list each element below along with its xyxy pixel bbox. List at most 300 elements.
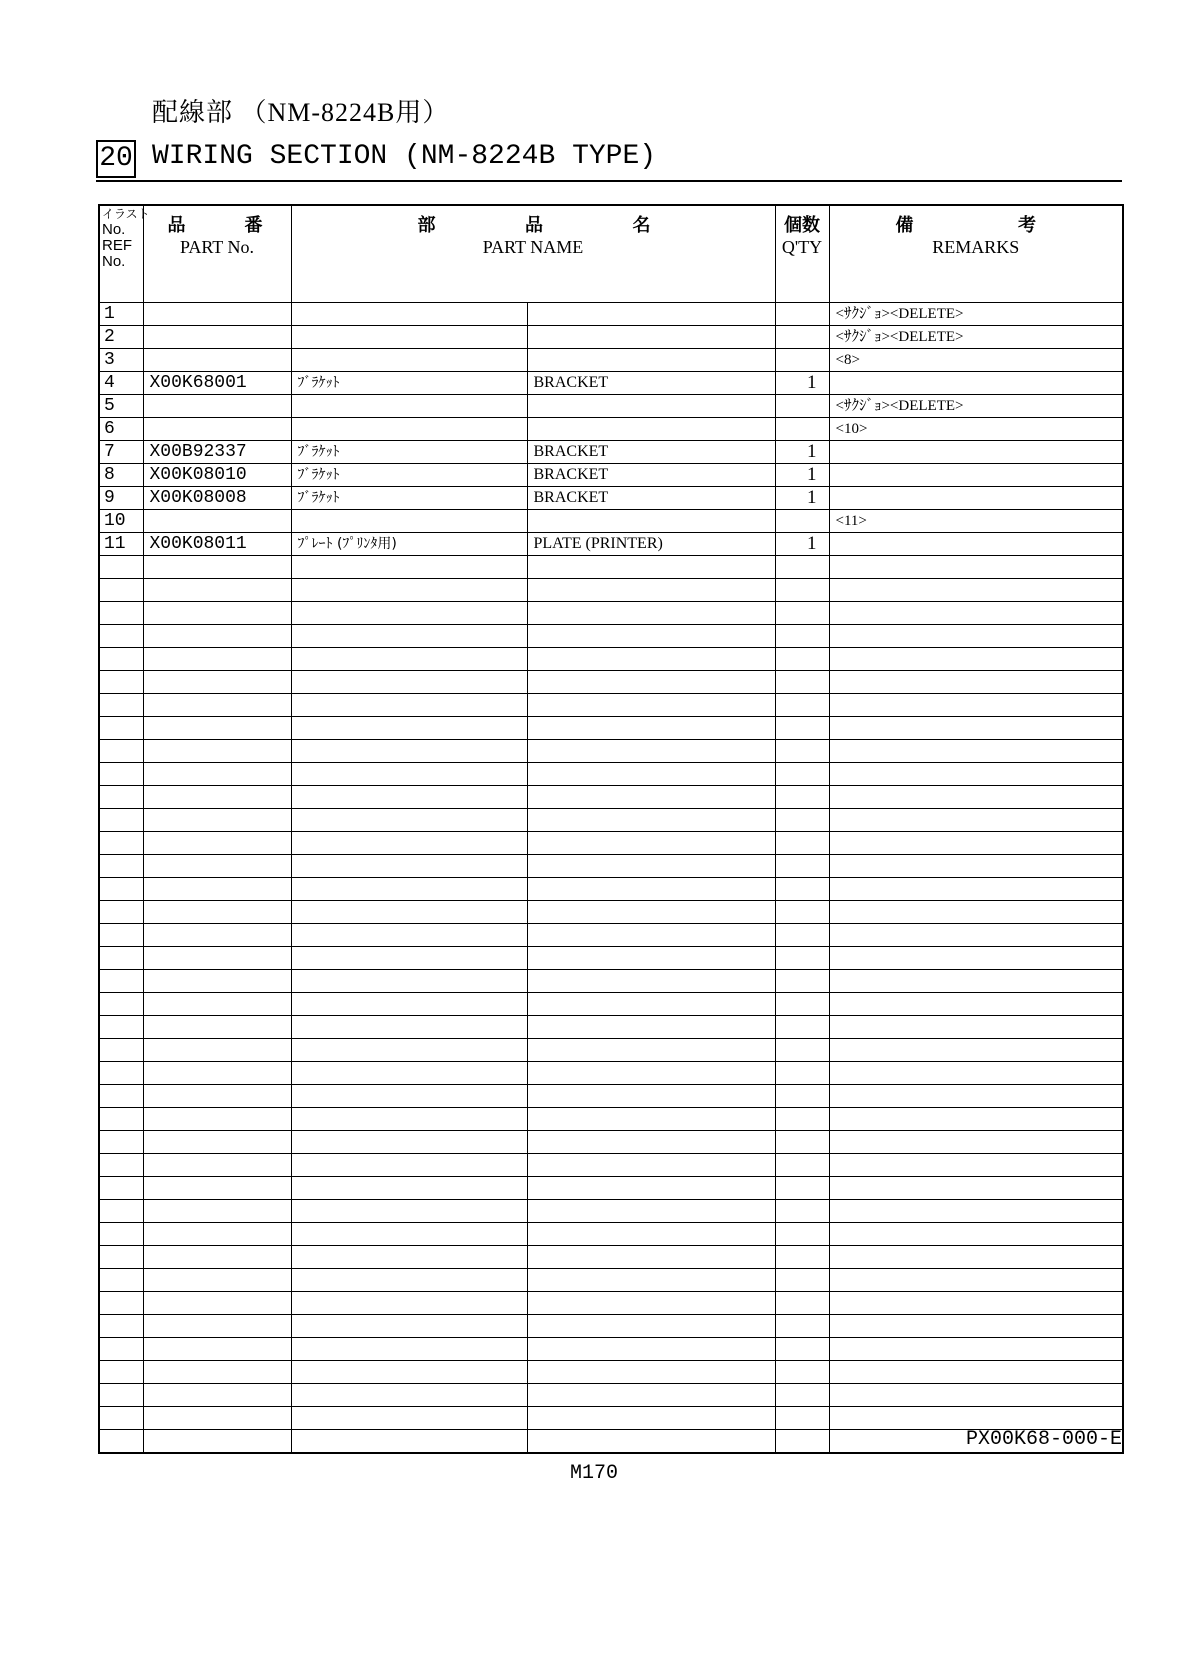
- part-name-en-cell: [527, 1384, 775, 1407]
- part-name-jp-cell: [291, 1384, 527, 1407]
- part-name-jp-cell: [291, 740, 527, 763]
- ref-cell: [99, 1016, 143, 1039]
- part-name-en-cell: [527, 878, 775, 901]
- header-qty: 個数 Q'TY: [775, 205, 829, 303]
- table-row: [99, 372, 1123, 395]
- table-header-row: [99, 205, 1123, 303]
- part-name-jp-cell: [291, 1361, 527, 1384]
- remarks-cell: [829, 1085, 1123, 1108]
- part-name-jp-cell: [291, 809, 527, 832]
- part-name-en-cell: [527, 924, 775, 947]
- part-no-cell: X00K08008: [143, 487, 291, 510]
- ref-cell: 1: [99, 303, 143, 326]
- remarks-cell: <ｻｸｼﾞｮ><DELETE>: [829, 326, 1123, 349]
- ref-cell: 4: [99, 372, 143, 395]
- part-name-en-cell: [527, 1269, 775, 1292]
- part-name-jp-cell: [291, 763, 527, 786]
- ref-cell: [99, 878, 143, 901]
- remarks-cell: <10>: [829, 418, 1123, 441]
- part-name-jp-cell: [291, 556, 527, 579]
- part-name-en-cell: [527, 510, 775, 533]
- part-name-en-cell: [527, 993, 775, 1016]
- qty-cell: 1: [775, 533, 829, 556]
- remarks-cell: [829, 1131, 1123, 1154]
- table-row: [99, 533, 1123, 556]
- part-name-en-cell: [527, 602, 775, 625]
- qty-cell: [775, 1108, 829, 1131]
- qty-cell: [775, 1200, 829, 1223]
- qty-cell: [775, 947, 829, 970]
- qty-cell: [775, 625, 829, 648]
- part-no-cell: [143, 1430, 291, 1454]
- table-row: [99, 556, 1123, 579]
- part-name-jp-cell: ﾌﾟﾚｰﾄ (ﾌﾟﾘﾝﾀ用): [291, 533, 527, 556]
- part-name-jp-cell: ﾌﾞﾗｹｯﾄ: [291, 372, 527, 395]
- part-name-en-cell: [527, 579, 775, 602]
- part-name-en-cell: [527, 648, 775, 671]
- table-row: [99, 740, 1123, 763]
- table-row: [99, 1292, 1123, 1315]
- part-name-jp-cell: [291, 970, 527, 993]
- table-row: [99, 510, 1123, 533]
- part-name-en-cell: [527, 1154, 775, 1177]
- ref-cell: [99, 1085, 143, 1108]
- remarks-cell: <ｻｸｼﾞｮ><DELETE>: [829, 395, 1123, 418]
- qty-cell: [775, 602, 829, 625]
- section-number-box: 20: [96, 140, 136, 178]
- table-row: [99, 1177, 1123, 1200]
- remarks-cell: [829, 556, 1123, 579]
- part-name-jp-cell: [291, 326, 527, 349]
- part-no-cell: [143, 694, 291, 717]
- document-code: PX00K68-000-E: [965, 1428, 1122, 1451]
- ref-cell: [99, 556, 143, 579]
- part-name-jp-cell: [291, 1269, 527, 1292]
- part-no-cell: [143, 786, 291, 809]
- part-name-en-cell: [527, 1039, 775, 1062]
- ref-cell: 8: [99, 464, 143, 487]
- table-row: [99, 1131, 1123, 1154]
- ref-cell: [99, 832, 143, 855]
- qty-cell: [775, 1154, 829, 1177]
- table-row: [99, 487, 1123, 510]
- qty-cell: [775, 1338, 829, 1361]
- part-name-en-cell: [527, 740, 775, 763]
- part-name-en-cell: [527, 1108, 775, 1131]
- qty-cell: [775, 349, 829, 372]
- ref-cell: [99, 1269, 143, 1292]
- remarks-cell: [829, 1338, 1123, 1361]
- part-name-jp-cell: [291, 878, 527, 901]
- qty-cell: [775, 786, 829, 809]
- table-row: [99, 579, 1123, 602]
- part-no-cell: [143, 740, 291, 763]
- remarks-cell: [829, 763, 1123, 786]
- ref-cell: [99, 1292, 143, 1315]
- part-no-cell: [143, 602, 291, 625]
- ref-cell: 10: [99, 510, 143, 533]
- part-no-cell: [143, 970, 291, 993]
- table-row: [99, 1384, 1123, 1407]
- qty-cell: [775, 993, 829, 1016]
- part-name-jp-cell: [291, 901, 527, 924]
- ref-cell: [99, 947, 143, 970]
- qty-cell: [775, 1384, 829, 1407]
- part-name-en-cell: [527, 395, 775, 418]
- table-row: [99, 901, 1123, 924]
- part-name-en-cell: [527, 855, 775, 878]
- part-name-jp-cell: [291, 832, 527, 855]
- qty-cell: [775, 832, 829, 855]
- table-row: [99, 924, 1123, 947]
- remarks-cell: [829, 648, 1123, 671]
- remarks-cell: [829, 1269, 1123, 1292]
- part-no-cell: [143, 717, 291, 740]
- part-no-cell: [143, 1085, 291, 1108]
- ref-cell: [99, 924, 143, 947]
- remarks-cell: [829, 832, 1123, 855]
- part-name-jp-cell: [291, 786, 527, 809]
- qty-cell: [775, 970, 829, 993]
- ref-cell: [99, 740, 143, 763]
- part-name-en-cell: [527, 1292, 775, 1315]
- part-name-en-cell: BRACKET: [527, 464, 775, 487]
- part-name-en-cell: BRACKET: [527, 487, 775, 510]
- table-row: [99, 1108, 1123, 1131]
- remarks-cell: [829, 740, 1123, 763]
- part-no-cell: [143, 510, 291, 533]
- qty-cell: [775, 1131, 829, 1154]
- qty-cell: [775, 924, 829, 947]
- remarks-cell: [829, 372, 1123, 395]
- ref-cell: [99, 1108, 143, 1131]
- remarks-cell: [829, 717, 1123, 740]
- part-name-en-cell: [527, 1085, 775, 1108]
- table-row: [99, 1200, 1123, 1223]
- qty-cell: 1: [775, 487, 829, 510]
- qty-cell: [775, 418, 829, 441]
- table-row: [99, 441, 1123, 464]
- remarks-cell: [829, 579, 1123, 602]
- ref-cell: [99, 1361, 143, 1384]
- part-name-en-cell: [527, 809, 775, 832]
- remarks-cell: [829, 487, 1123, 510]
- table-row: [99, 1039, 1123, 1062]
- ref-cell: [99, 625, 143, 648]
- qty-cell: [775, 510, 829, 533]
- remarks-cell: [829, 1154, 1123, 1177]
- part-name-jp-cell: [291, 579, 527, 602]
- table-row: [99, 418, 1123, 441]
- table-row: [99, 303, 1123, 326]
- qty-cell: [775, 1430, 829, 1454]
- part-no-cell: [143, 1338, 291, 1361]
- part-no-cell: [143, 1039, 291, 1062]
- part-name-en-cell: BRACKET: [527, 372, 775, 395]
- remarks-cell: [829, 533, 1123, 556]
- part-name-en-cell: BRACKET: [527, 441, 775, 464]
- part-no-cell: [143, 1384, 291, 1407]
- part-name-jp-cell: [291, 1039, 527, 1062]
- part-name-jp-cell: [291, 1085, 527, 1108]
- table-row: [99, 993, 1123, 1016]
- part-no-cell: [143, 1016, 291, 1039]
- header-part-no: 品 番 PART No.: [143, 205, 291, 303]
- remarks-cell: [829, 947, 1123, 970]
- remarks-cell: [829, 464, 1123, 487]
- part-name-jp-cell: [291, 1338, 527, 1361]
- part-no-cell: [143, 303, 291, 326]
- remarks-cell: [829, 671, 1123, 694]
- part-no-cell: X00K08011: [143, 533, 291, 556]
- part-name-en-cell: [527, 901, 775, 924]
- part-name-en-cell: [527, 786, 775, 809]
- qty-cell: [775, 809, 829, 832]
- remarks-cell: [829, 1200, 1123, 1223]
- ref-cell: [99, 1246, 143, 1269]
- qty-cell: [775, 303, 829, 326]
- part-name-jp-cell: [291, 855, 527, 878]
- table-row: [99, 602, 1123, 625]
- part-name-en-cell: [527, 970, 775, 993]
- ref-cell: 2: [99, 326, 143, 349]
- parts-list-table: [98, 204, 1124, 1454]
- ref-cell: 7: [99, 441, 143, 464]
- part-name-en-cell: [527, 556, 775, 579]
- part-name-en-cell: [527, 326, 775, 349]
- part-name-en-cell: [527, 349, 775, 372]
- ref-cell: [99, 993, 143, 1016]
- qty-cell: [775, 1292, 829, 1315]
- part-no-cell: [143, 1292, 291, 1315]
- remarks-cell: <11>: [829, 510, 1123, 533]
- qty-cell: [775, 1407, 829, 1430]
- part-name-jp-cell: [291, 671, 527, 694]
- ref-cell: [99, 579, 143, 602]
- part-name-jp-cell: [291, 1016, 527, 1039]
- remarks-cell: [829, 1223, 1123, 1246]
- part-no-cell: [143, 1223, 291, 1246]
- qty-cell: [775, 1016, 829, 1039]
- qty-cell: [775, 1085, 829, 1108]
- table-row: [99, 625, 1123, 648]
- qty-cell: 1: [775, 441, 829, 464]
- qty-cell: [775, 717, 829, 740]
- qty-cell: [775, 1269, 829, 1292]
- table-row: [99, 786, 1123, 809]
- remarks-cell: [829, 602, 1123, 625]
- part-name-jp-cell: ﾌﾞﾗｹｯﾄ: [291, 464, 527, 487]
- remarks-cell: [829, 924, 1123, 947]
- parts-list-body: [99, 303, 1123, 1454]
- part-name-en-cell: [527, 1315, 775, 1338]
- ref-cell: 11: [99, 533, 143, 556]
- remarks-cell: [829, 1016, 1123, 1039]
- ref-cell: [99, 671, 143, 694]
- table-row: [99, 326, 1123, 349]
- part-name-en-cell: [527, 1223, 775, 1246]
- part-no-cell: [143, 1269, 291, 1292]
- part-no-cell: [143, 1246, 291, 1269]
- part-no-cell: [143, 993, 291, 1016]
- table-row: [99, 671, 1123, 694]
- part-name-jp-cell: ﾌﾞﾗｹｯﾄ: [291, 487, 527, 510]
- qty-cell: [775, 1361, 829, 1384]
- part-no-cell: [143, 1131, 291, 1154]
- remarks-cell: [829, 901, 1123, 924]
- part-name-en-cell: [527, 1177, 775, 1200]
- remarks-cell: [829, 1246, 1123, 1269]
- part-name-jp-cell: [291, 947, 527, 970]
- part-name-en-cell: [527, 1016, 775, 1039]
- qty-cell: [775, 395, 829, 418]
- qty-cell: 1: [775, 464, 829, 487]
- part-name-en-cell: [527, 947, 775, 970]
- qty-cell: [775, 1039, 829, 1062]
- table-row: [99, 717, 1123, 740]
- header-remarks: 備 考 REMARKS: [829, 205, 1123, 303]
- part-no-cell: [143, 832, 291, 855]
- part-no-cell: [143, 878, 291, 901]
- part-name-en-cell: [527, 1338, 775, 1361]
- part-no-cell: [143, 349, 291, 372]
- remarks-cell: [829, 1292, 1123, 1315]
- remarks-cell: <ｻｸｼﾞｮ><DELETE>: [829, 303, 1123, 326]
- part-name-en-cell: [527, 694, 775, 717]
- table-row: [99, 1223, 1123, 1246]
- qty-cell: [775, 1177, 829, 1200]
- remarks-cell: [829, 878, 1123, 901]
- remarks-cell: [829, 809, 1123, 832]
- table-row: [99, 648, 1123, 671]
- part-name-en-cell: [527, 832, 775, 855]
- page-title-english: WIRING SECTION (NM-8224B TYPE): [152, 141, 657, 172]
- part-no-cell: [143, 648, 291, 671]
- part-name-en-cell: [527, 625, 775, 648]
- table-row: [99, 832, 1123, 855]
- table-row: [99, 1062, 1123, 1085]
- part-no-cell: [143, 1361, 291, 1384]
- part-name-jp-cell: [291, 625, 527, 648]
- ref-cell: 6: [99, 418, 143, 441]
- part-name-jp-cell: [291, 418, 527, 441]
- part-name-jp-cell: [291, 694, 527, 717]
- part-name-en-cell: [527, 1246, 775, 1269]
- part-name-jp-cell: [291, 510, 527, 533]
- part-no-cell: [143, 809, 291, 832]
- qty-cell: [775, 1246, 829, 1269]
- ref-cell: [99, 901, 143, 924]
- part-name-en-cell: [527, 717, 775, 740]
- ref-cell: [99, 717, 143, 740]
- part-name-en-cell: [527, 418, 775, 441]
- table-row: [99, 809, 1123, 832]
- qty-cell: [775, 740, 829, 763]
- header-ref-no: イラスト No. REF No.: [99, 205, 143, 303]
- part-no-cell: X00K08010: [143, 464, 291, 487]
- part-name-jp-cell: [291, 1177, 527, 1200]
- ref-cell: [99, 855, 143, 878]
- part-no-cell: X00B92337: [143, 441, 291, 464]
- qty-cell: [775, 901, 829, 924]
- table-row: [99, 878, 1123, 901]
- part-name-jp-cell: [291, 1154, 527, 1177]
- part-name-en-cell: [527, 1200, 775, 1223]
- table-row: [99, 1338, 1123, 1361]
- part-name-jp-cell: [291, 349, 527, 372]
- part-no-cell: [143, 579, 291, 602]
- part-name-jp-cell: [291, 993, 527, 1016]
- part-name-jp-cell: [291, 1062, 527, 1085]
- part-no-cell: [143, 1108, 291, 1131]
- part-no-cell: [143, 418, 291, 441]
- ref-cell: [99, 786, 143, 809]
- table-row: [99, 763, 1123, 786]
- remarks-cell: [829, 625, 1123, 648]
- qty-cell: 1: [775, 372, 829, 395]
- part-name-jp-cell: [291, 924, 527, 947]
- table-row: [99, 1407, 1123, 1430]
- ref-cell: [99, 1131, 143, 1154]
- ref-cell: [99, 1384, 143, 1407]
- remarks-cell: [829, 1177, 1123, 1200]
- qty-cell: [775, 1062, 829, 1085]
- table-row: [99, 1246, 1123, 1269]
- part-no-cell: [143, 625, 291, 648]
- qty-cell: [775, 763, 829, 786]
- part-name-jp-cell: [291, 1430, 527, 1454]
- part-no-cell: [143, 855, 291, 878]
- qty-cell: [775, 671, 829, 694]
- part-no-cell: [143, 901, 291, 924]
- part-no-cell: [143, 1177, 291, 1200]
- table-row: [99, 1361, 1123, 1384]
- table-row: [99, 395, 1123, 418]
- part-no-cell: [143, 1200, 291, 1223]
- title-underline: [96, 180, 1122, 182]
- remarks-cell: [829, 1384, 1123, 1407]
- ref-cell: [99, 1407, 143, 1430]
- ref-cell: [99, 1039, 143, 1062]
- part-name-jp-cell: [291, 1200, 527, 1223]
- part-name-jp-cell: [291, 1131, 527, 1154]
- part-no-cell: X00K68001: [143, 372, 291, 395]
- ref-cell: [99, 1154, 143, 1177]
- part-name-jp-cell: [291, 648, 527, 671]
- part-no-cell: [143, 763, 291, 786]
- ref-cell: [99, 1315, 143, 1338]
- table-row: [99, 947, 1123, 970]
- part-no-cell: [143, 1062, 291, 1085]
- table-row: [99, 1085, 1123, 1108]
- table-row: [99, 970, 1123, 993]
- part-name-en-cell: [527, 1430, 775, 1454]
- qty-cell: [775, 1223, 829, 1246]
- ref-cell: [99, 1223, 143, 1246]
- qty-cell: [775, 694, 829, 717]
- part-no-cell: [143, 1315, 291, 1338]
- ref-cell: [99, 1200, 143, 1223]
- table-row: [99, 694, 1123, 717]
- ref-cell: [99, 694, 143, 717]
- part-name-en-cell: [527, 763, 775, 786]
- part-name-en-cell: [527, 671, 775, 694]
- part-name-en-cell: [527, 1407, 775, 1430]
- part-no-cell: [143, 326, 291, 349]
- part-name-jp-cell: [291, 1292, 527, 1315]
- part-no-cell: [143, 1407, 291, 1430]
- part-name-jp-cell: [291, 303, 527, 326]
